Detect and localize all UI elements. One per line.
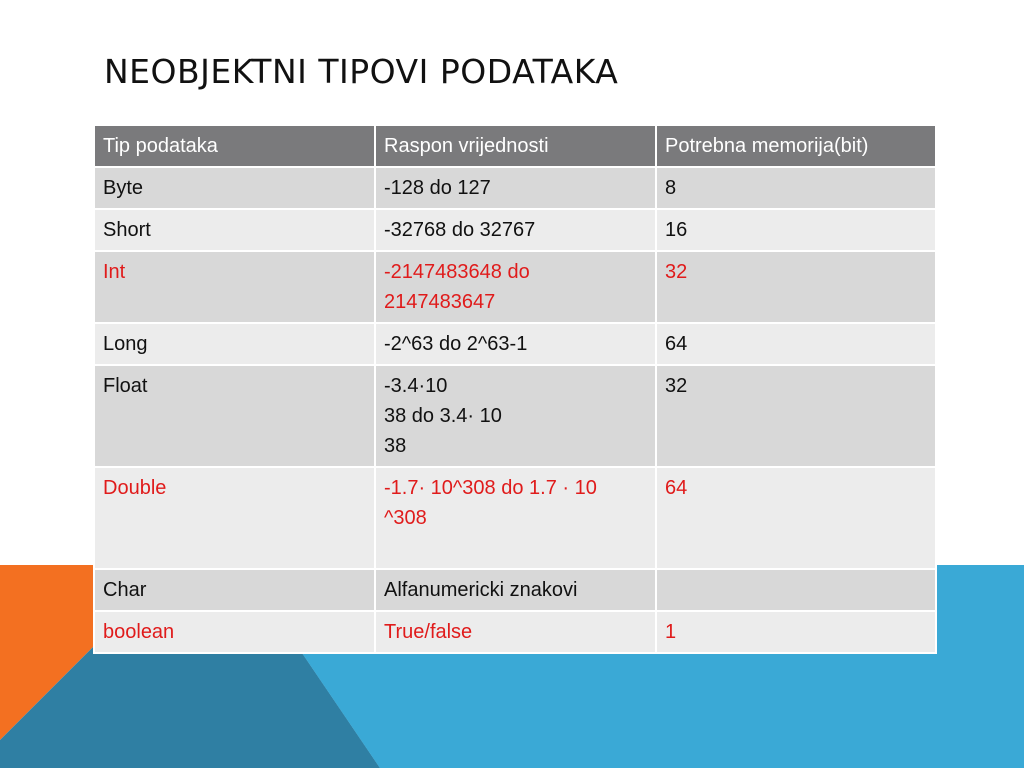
cell-range: -128 do 127 bbox=[375, 167, 656, 209]
table-row bbox=[94, 167, 936, 209]
cell-memory: 64 bbox=[656, 467, 936, 569]
cell-range: -32768 do 32767 bbox=[375, 209, 656, 251]
cell-range: -2147483648 do 2147483647 bbox=[375, 251, 656, 323]
cell-type: Int bbox=[94, 251, 375, 323]
table-header-row bbox=[94, 125, 936, 167]
cell-memory: 32 bbox=[656, 251, 936, 323]
cell-type: boolean bbox=[94, 611, 375, 653]
cell-memory: 8 bbox=[656, 167, 936, 209]
table-row bbox=[94, 569, 936, 611]
cell-memory: 32 bbox=[656, 365, 936, 467]
cell-range: Alfanumericki znakovi bbox=[375, 569, 656, 611]
cell-type: Double bbox=[94, 467, 375, 569]
table-row bbox=[94, 611, 936, 653]
cell-range: -1.7· 10^308 do 1.7 · 10 ^308 bbox=[375, 467, 656, 569]
cell-type: Byte bbox=[94, 167, 375, 209]
slide-title: NEOBJEKTNI TIPOVI PODATAKA bbox=[104, 52, 619, 91]
cell-type: Short bbox=[94, 209, 375, 251]
cell-range: True/false bbox=[375, 611, 656, 653]
header-range: Raspon vrijednosti bbox=[375, 125, 656, 167]
table-row bbox=[94, 251, 936, 323]
table-row bbox=[94, 323, 936, 365]
table-row bbox=[94, 467, 936, 569]
cell-type: Long bbox=[94, 323, 375, 365]
cell-memory: 64 bbox=[656, 323, 936, 365]
data-types-table bbox=[93, 124, 937, 654]
cell-memory: 1 bbox=[656, 611, 936, 653]
table-row bbox=[94, 209, 936, 251]
header-type: Tip podataka bbox=[94, 125, 375, 167]
cell-memory: 16 bbox=[656, 209, 936, 251]
header-memory: Potrebna memorija(bit) bbox=[656, 125, 936, 167]
cell-range: -2^63 do 2^63-1 bbox=[375, 323, 656, 365]
cell-type: Float bbox=[94, 365, 375, 467]
table-row bbox=[94, 365, 936, 467]
cell-memory bbox=[656, 569, 936, 611]
cell-range: -3.4·10 38 do 3.4· 10 38 bbox=[375, 365, 656, 467]
cell-type: Char bbox=[94, 569, 375, 611]
